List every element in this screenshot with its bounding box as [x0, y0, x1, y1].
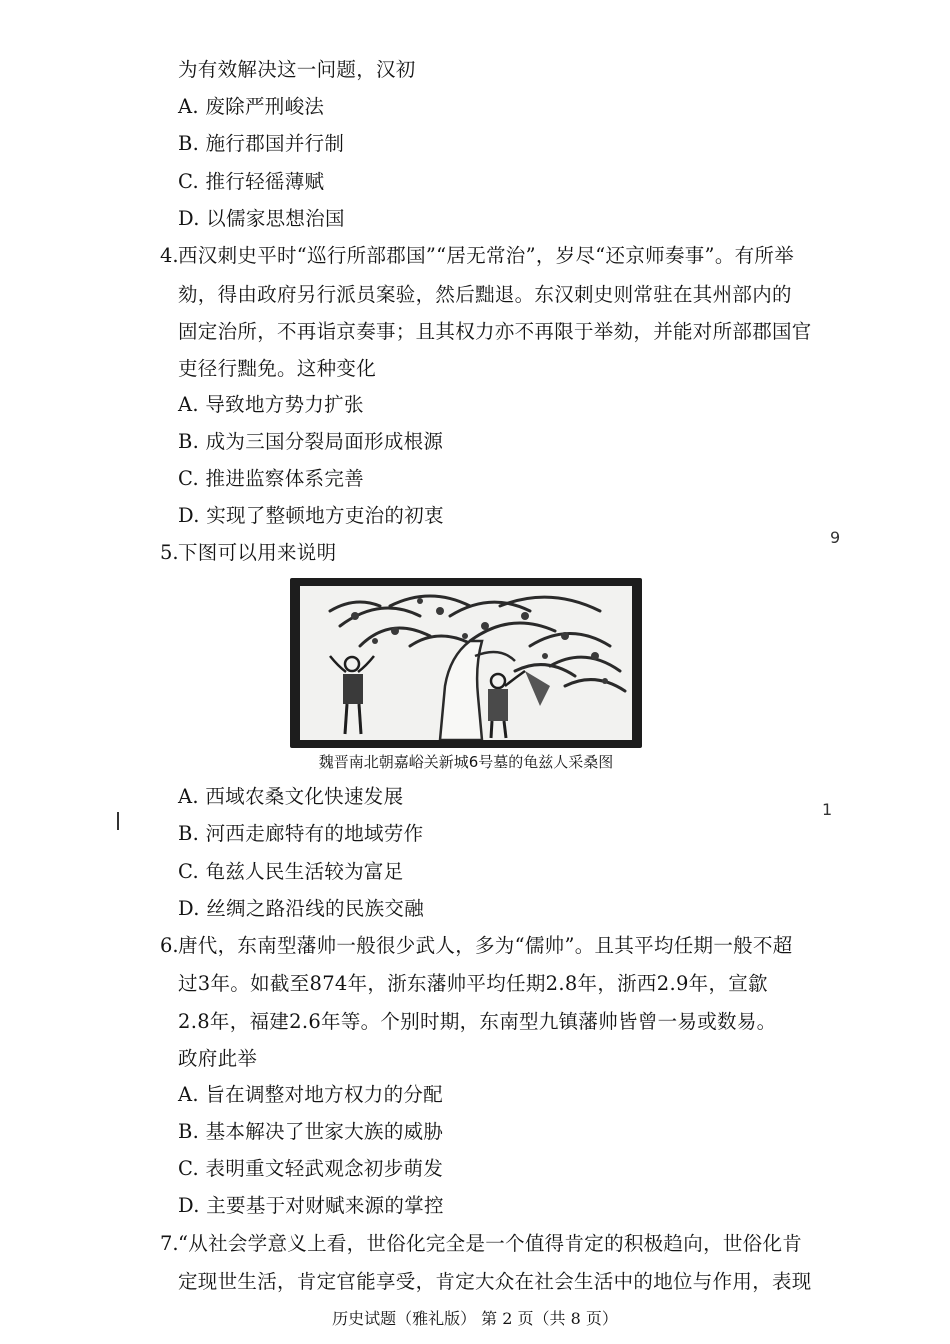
q3-stem-tail: 为有效解决这一问题，汉初 — [178, 58, 416, 81]
q3-option-d: D. 以儒家思想治国 — [178, 207, 345, 230]
q6-option-d: D. 主要基于对财赋来源的掌控 — [178, 1194, 444, 1217]
q5-option-b: B. 河西走廊特有的地域劳作 — [178, 822, 424, 845]
q6-stem-line-4: 政府此举 — [178, 1047, 258, 1070]
figure-caption: 魏晋南北朝嘉峪关新城6号墓的龟兹人采桑图 — [318, 753, 614, 771]
mulberry-picking-mural — [290, 578, 642, 748]
q7-stem-line-2: 定现世生活，肯定官能享受，肯定大众在社会生活中的地位与作用，表现 — [178, 1270, 812, 1293]
q4-stem-line-1: 西汉刺史平时“巡行所部郡国”“居无常治”，岁尽“还京师奏事”。有所举 — [178, 244, 795, 267]
q3-option-c: C. 推行轻徭薄赋 — [178, 170, 325, 193]
q3-option-a: A. 废除严刑峻法 — [178, 95, 325, 118]
q6-option-c: C. 表明重文轻武观念初步萌发 — [178, 1157, 444, 1180]
q4-stem-line-4: 吏径行黜免。这种变化 — [178, 357, 377, 380]
q6-option-b: B. 基本解决了世家大族的威胁 — [178, 1120, 444, 1143]
mural-painting — [300, 586, 632, 740]
q5-stem: 下图可以用来说明 — [178, 541, 337, 564]
q6-option-a: A. 旨在调整对地方权力的分配 — [178, 1083, 443, 1106]
margin-mark-right: 1 — [822, 800, 833, 819]
q3-option-b: B. 施行郡国并行制 — [178, 132, 345, 155]
q6-stem-line-2: 过3年。如截至874年，浙东藩帅平均任期2.8年，浙西2.9年，宣歙 — [178, 972, 768, 995]
margin-mark-top: 9 — [830, 528, 841, 547]
q5-option-c: C. 龟兹人民生活较为富足 — [178, 860, 404, 883]
q4-option-c: C. 推进监察体系完善 — [178, 467, 364, 490]
q5-option-d: D. 丝绸之路沿线的民族交融 — [178, 897, 425, 920]
q4-option-a: A. 导致地方势力扩张 — [178, 393, 364, 416]
mural-drawing-icon — [300, 586, 632, 740]
margin-tick-left — [117, 812, 119, 830]
q4-option-d: D. 实现了整顿地方吏治的初衷 — [178, 504, 444, 527]
q6-stem-line-3: 2.8年，福建2.6年等。个别时期，东南型九镇藩帅皆曾一易或数易。 — [178, 1010, 777, 1033]
q4-stem-line-3: 固定治所，不再诣京奏事；且其权力亦不再限于举劾，并能对所部郡国官 — [178, 320, 812, 343]
q6-stem-line-1: 唐代，东南型藩帅一般很少武人，多为“儒帅”。且其平均任期一般不超 — [178, 934, 793, 957]
q4-stem-line-2: 劾，得由政府另行派员案验，然后黜退。东汉刺史则常驻在其州部内的 — [178, 283, 792, 306]
q7-number: 7. — [160, 1232, 179, 1255]
q5-option-a: A. 西域农桑文化快速发展 — [178, 785, 404, 808]
page-footer: 历史试题（雅礼版） 第 2 页（共 8 页） — [332, 1309, 618, 1328]
q4-number: 4. — [160, 244, 179, 267]
q7-stem-line-1: “从社会学意义上看，世俗化完全是一个值得肯定的积极趋向，世俗化肯 — [178, 1232, 803, 1255]
q5-number: 5. — [160, 541, 179, 564]
q4-option-b: B. 成为三国分裂局面形成根源 — [178, 430, 444, 453]
q6-number: 6. — [160, 934, 179, 957]
